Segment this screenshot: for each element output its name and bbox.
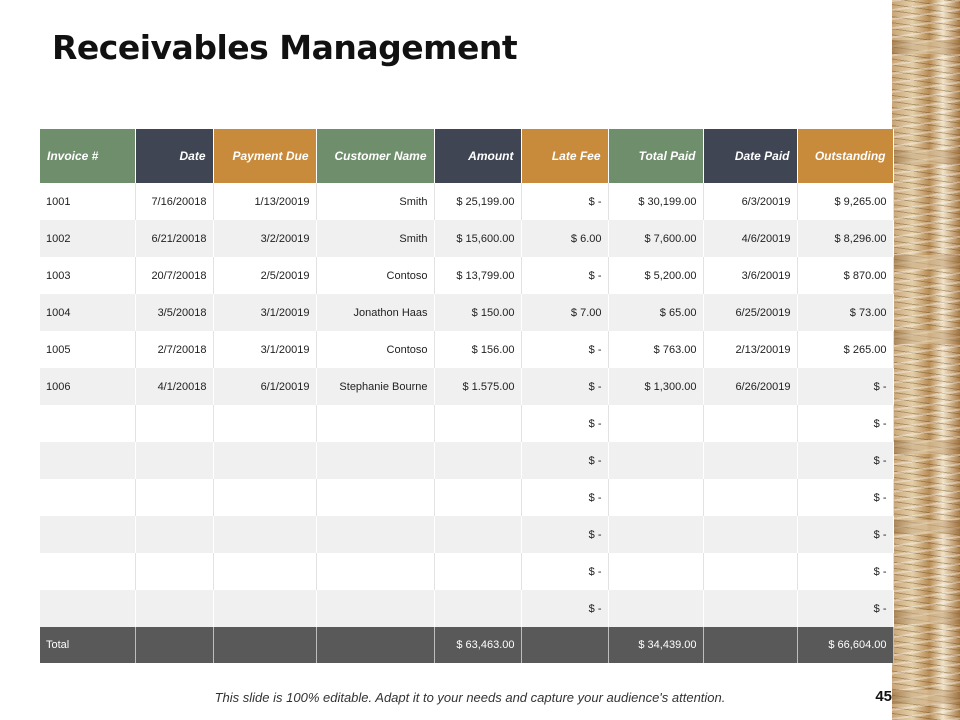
table-row — [40, 590, 893, 627]
cell-invoice: 1003 — [40, 257, 135, 294]
cell-date-paid — [703, 590, 797, 627]
table-row — [40, 220, 893, 257]
cell-late-fee: $ - — [521, 405, 608, 442]
cell-payment-due — [213, 516, 316, 553]
column-header-payment-due: Payment Due — [213, 129, 316, 183]
receivables-table — [40, 129, 894, 663]
cell-outstanding: $ - — [797, 590, 893, 627]
cell-customer-name: Contoso — [316, 331, 434, 368]
cell-date-paid — [703, 479, 797, 516]
cell-date-paid: 6/3/20019 — [703, 183, 797, 220]
cell-invoice: 1005 — [40, 331, 135, 368]
cell-payment-due: 6/1/20019 — [213, 368, 316, 405]
cell-late-fee: $ - — [521, 479, 608, 516]
cell-late-fee: $ 7.00 — [521, 294, 608, 331]
cell-payment-due — [213, 553, 316, 590]
cell-outstanding: $ - — [797, 553, 893, 590]
cell-amount — [434, 479, 521, 516]
cell-date: 7/16/20018 — [135, 183, 213, 220]
cell-total-paid: $ 5,200.00 — [608, 257, 703, 294]
slide-title: Receivables Management — [52, 28, 518, 67]
cell-total-paid: $ 7,600.00 — [608, 220, 703, 257]
cell-total-paid — [608, 442, 703, 479]
cell-invoice — [40, 553, 135, 590]
column-header-date: Date — [135, 129, 213, 183]
table-row — [40, 183, 893, 220]
cell-payment-due: 1/13/20019 — [213, 183, 316, 220]
table-row — [40, 368, 893, 405]
cell-late-fee: $ - — [521, 331, 608, 368]
cell-date — [135, 516, 213, 553]
total-cell-date-paid — [703, 627, 797, 663]
cell-date-paid: 6/25/20019 — [703, 294, 797, 331]
cell-total-paid — [608, 479, 703, 516]
cell-customer-name: Stephanie Bourne — [316, 368, 434, 405]
cell-date: 20/7/20018 — [135, 257, 213, 294]
coin-stack-image — [892, 0, 960, 720]
table-row — [40, 516, 893, 553]
footer-note: This slide is 100% editable. Adapt it to your needs and capture your audience's attention. — [214, 690, 726, 705]
cell-late-fee: $ - — [521, 516, 608, 553]
cell-invoice — [40, 479, 135, 516]
cell-customer-name: Jonathon Haas — [316, 294, 434, 331]
cell-total-paid — [608, 553, 703, 590]
cell-customer-name — [316, 516, 434, 553]
cell-outstanding: $ 870.00 — [797, 257, 893, 294]
cell-outstanding: $ - — [797, 405, 893, 442]
cell-late-fee: $ 6.00 — [521, 220, 608, 257]
table-body — [40, 183, 893, 627]
cell-date-paid — [703, 442, 797, 479]
cell-invoice — [40, 590, 135, 627]
cell-total-paid: $ 763.00 — [608, 331, 703, 368]
table-row — [40, 405, 893, 442]
cell-invoice: 1001 — [40, 183, 135, 220]
cell-amount: $ 156.00 — [434, 331, 521, 368]
cell-total-paid: $ 1,300.00 — [608, 368, 703, 405]
cell-invoice — [40, 442, 135, 479]
column-header-invoice: Invoice # — [40, 129, 135, 183]
cell-customer-name — [316, 479, 434, 516]
cell-outstanding: $ 73.00 — [797, 294, 893, 331]
cell-outstanding: $ 265.00 — [797, 331, 893, 368]
cell-amount — [434, 442, 521, 479]
cell-payment-due: 3/1/20019 — [213, 331, 316, 368]
table-row — [40, 442, 893, 479]
table-row — [40, 294, 893, 331]
cell-invoice — [40, 516, 135, 553]
cell-invoice — [40, 405, 135, 442]
cell-date-paid — [703, 516, 797, 553]
cell-amount: $ 13,799.00 — [434, 257, 521, 294]
cell-outstanding: $ - — [797, 516, 893, 553]
cell-invoice: 1002 — [40, 220, 135, 257]
cell-date: 3/5/20018 — [135, 294, 213, 331]
cell-outstanding: $ - — [797, 368, 893, 405]
column-header-date-paid: Date Paid — [703, 129, 797, 183]
total-cell-late-fee — [521, 627, 608, 663]
cell-payment-due: 2/5/20019 — [213, 257, 316, 294]
column-header-late-fee: Late Fee — [521, 129, 608, 183]
table-row — [40, 479, 893, 516]
cell-date — [135, 405, 213, 442]
column-header-outstanding: Outstanding — [797, 129, 893, 183]
cell-payment-due — [213, 442, 316, 479]
cell-customer-name — [316, 553, 434, 590]
cell-payment-due — [213, 405, 316, 442]
column-header-customer-name: Customer Name — [316, 129, 434, 183]
total-cell-amount: $ 63,463.00 — [434, 627, 521, 663]
cell-outstanding: $ 9,265.00 — [797, 183, 893, 220]
cell-amount — [434, 553, 521, 590]
cell-customer-name — [316, 442, 434, 479]
cell-payment-due — [213, 590, 316, 627]
cell-date: 6/21/20018 — [135, 220, 213, 257]
cell-date-paid: 3/6/20019 — [703, 257, 797, 294]
cell-payment-due: 3/1/20019 — [213, 294, 316, 331]
cell-late-fee: $ - — [521, 590, 608, 627]
cell-amount: $ 25,199.00 — [434, 183, 521, 220]
cell-late-fee: $ - — [521, 553, 608, 590]
total-cell-date — [135, 627, 213, 663]
cell-total-paid — [608, 516, 703, 553]
column-header-total-paid: Total Paid — [608, 129, 703, 183]
cell-date: 4/1/20018 — [135, 368, 213, 405]
cell-date-paid — [703, 553, 797, 590]
cell-late-fee: $ - — [521, 183, 608, 220]
cell-date: 2/7/20018 — [135, 331, 213, 368]
cell-invoice: 1004 — [40, 294, 135, 331]
table-header — [40, 129, 893, 183]
table-footer — [40, 627, 893, 663]
cell-date — [135, 479, 213, 516]
table-row — [40, 553, 893, 590]
cell-invoice: 1006 — [40, 368, 135, 405]
cell-late-fee: $ - — [521, 368, 608, 405]
cell-outstanding: $ - — [797, 479, 893, 516]
cell-amount: $ 15,600.00 — [434, 220, 521, 257]
cell-payment-due: 3/2/20019 — [213, 220, 316, 257]
cell-date-paid — [703, 405, 797, 442]
cell-date-paid: 2/13/20019 — [703, 331, 797, 368]
cell-late-fee: $ - — [521, 257, 608, 294]
cell-total-paid — [608, 590, 703, 627]
cell-customer-name — [316, 590, 434, 627]
cell-total-paid: $ 30,199.00 — [608, 183, 703, 220]
total-row — [40, 627, 893, 663]
cell-outstanding: $ - — [797, 442, 893, 479]
cell-total-paid — [608, 405, 703, 442]
cell-customer-name: Contoso — [316, 257, 434, 294]
cell-date — [135, 553, 213, 590]
cell-date-paid: 6/26/20019 — [703, 368, 797, 405]
header-row — [40, 129, 893, 183]
table-row — [40, 331, 893, 368]
total-cell-payment-due — [213, 627, 316, 663]
page-number: 45 — [875, 688, 892, 705]
cell-amount: $ 1.575.00 — [434, 368, 521, 405]
cell-date — [135, 442, 213, 479]
table-row — [40, 257, 893, 294]
cell-amount: $ 150.00 — [434, 294, 521, 331]
cell-late-fee: $ - — [521, 442, 608, 479]
cell-date — [135, 590, 213, 627]
total-cell-invoice: Total — [40, 627, 135, 663]
cell-outstanding: $ 8,296.00 — [797, 220, 893, 257]
cell-amount — [434, 590, 521, 627]
column-header-amount: Amount — [434, 129, 521, 183]
cell-customer-name: Smith — [316, 183, 434, 220]
cell-date-paid: 4/6/20019 — [703, 220, 797, 257]
cell-total-paid: $ 65.00 — [608, 294, 703, 331]
cell-customer-name: Smith — [316, 220, 434, 257]
total-cell-total-paid: $ 34,439.00 — [608, 627, 703, 663]
cell-amount — [434, 405, 521, 442]
cell-customer-name — [316, 405, 434, 442]
total-cell-outstanding: $ 66,604.00 — [797, 627, 893, 663]
cell-payment-due — [213, 479, 316, 516]
total-cell-customer-name — [316, 627, 434, 663]
cell-amount — [434, 516, 521, 553]
